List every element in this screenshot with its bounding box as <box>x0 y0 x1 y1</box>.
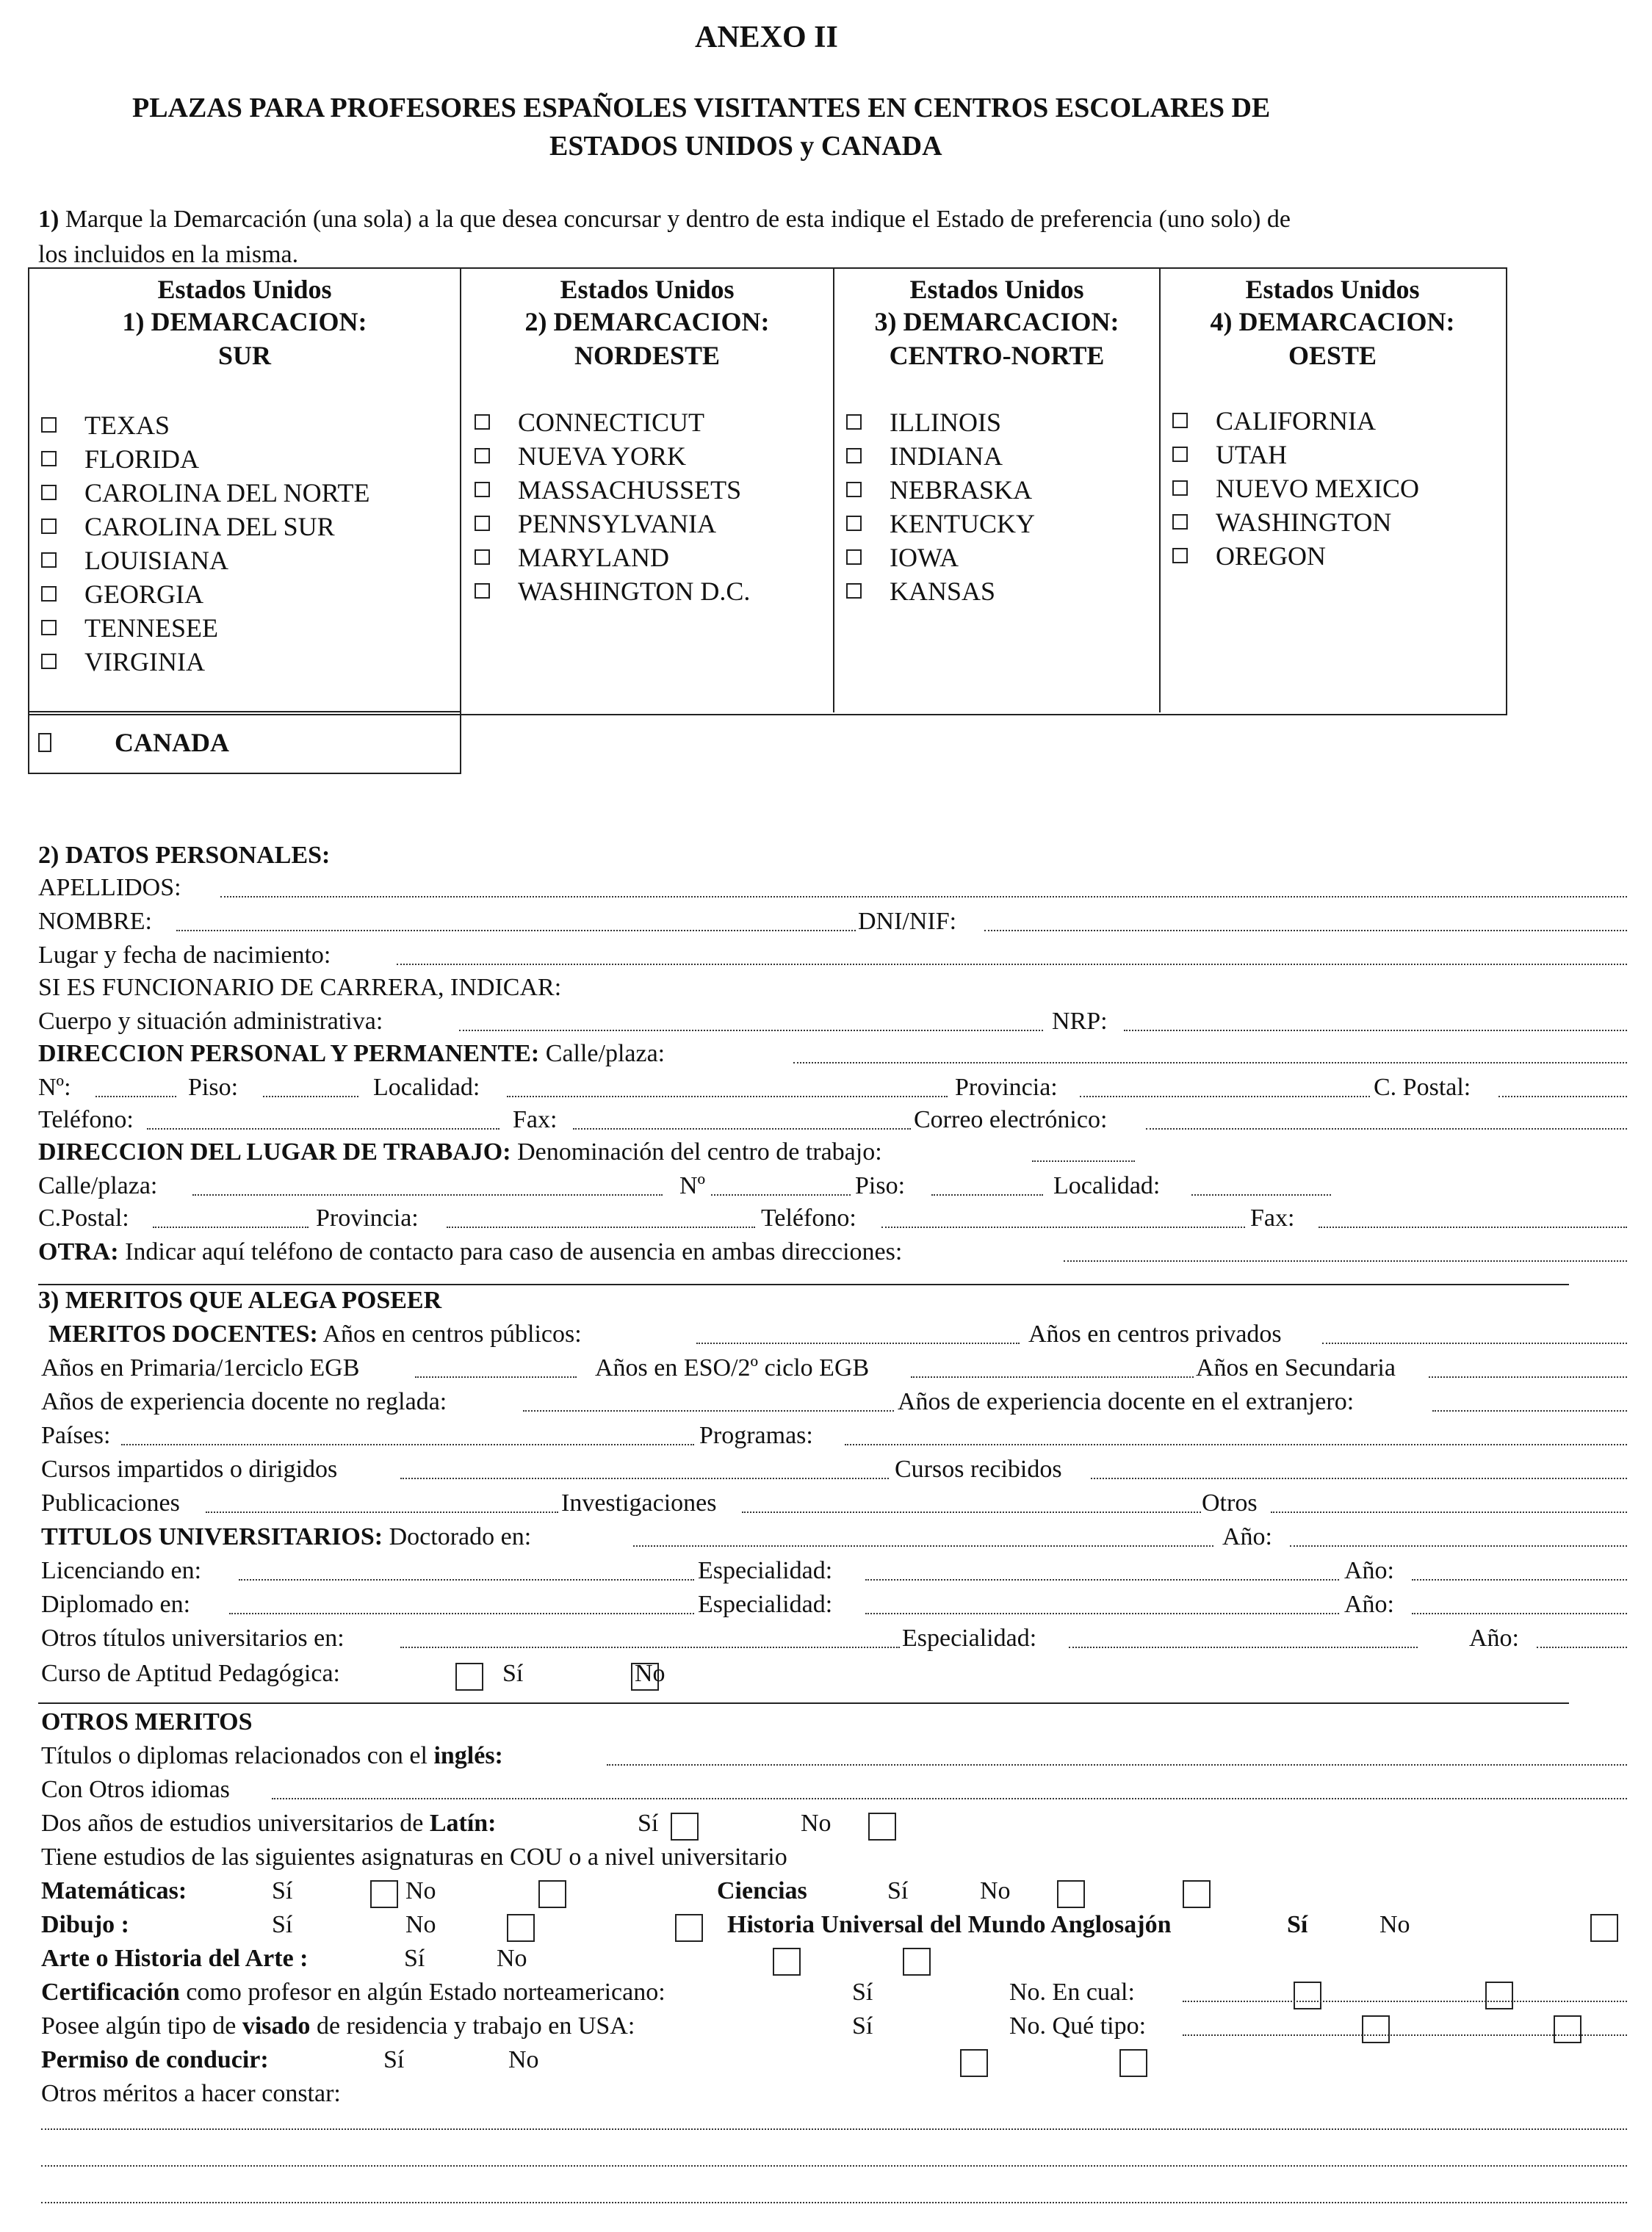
checkbox-icon[interactable] <box>475 448 490 463</box>
section2-heading: 2) DATOS PERSONALES: <box>38 842 331 869</box>
otros-meritos-field-line1[interactable] <box>41 2128 1627 2130</box>
state-option-iowa[interactable]: IOWA <box>846 542 959 573</box>
doctorado-ano-field[interactable] <box>1290 1545 1627 1547</box>
arte-si-checkbox[interactable] <box>773 1948 801 1976</box>
anos-secundaria-field[interactable] <box>1429 1376 1627 1378</box>
calle-plaza-field[interactable] <box>793 1062 1627 1063</box>
column-region: CENTRO-NORTE <box>889 341 1105 370</box>
checkbox-icon[interactable] <box>846 448 862 463</box>
section3-heading: 3) MERITOS QUE ALEGA POSEER <box>38 1287 442 1314</box>
exp-extranjero-field[interactable] <box>1432 1410 1627 1412</box>
column-demarcation: 1) DEMARCACION: <box>122 307 367 336</box>
state-option-georgia[interactable]: GEORGIA <box>41 579 203 610</box>
canada-option[interactable]: CANADA <box>38 727 229 758</box>
cpostal-label: C. Postal: <box>1374 1074 1471 1101</box>
section1-instruction <box>38 207 1291 232</box>
cursos-recibidos-field[interactable] <box>1091 1478 1627 1479</box>
column-demarcation: 2) DEMARCACION: <box>524 307 770 336</box>
checkbox-icon[interactable] <box>38 733 51 752</box>
annex-title: ANEXO II <box>695 21 838 54</box>
historia-universal-si-label: Sí <box>1287 1911 1308 1938</box>
state-option-indiana[interactable]: INDIANA <box>846 441 1003 472</box>
column-region: SUR <box>217 341 272 370</box>
provincia-label: Provincia: <box>955 1074 1058 1101</box>
cpostal-trabajo-label: C.Postal: <box>38 1205 129 1232</box>
lugar-fecha-label: Lugar y fecha de nacimiento: <box>38 942 331 969</box>
permiso-si-label: Sí <box>383 2046 405 2073</box>
permiso-si-checkbox[interactable] <box>960 2049 988 2077</box>
meritos-docentes-row <box>48 1322 582 1347</box>
diplomado-field[interactable] <box>229 1613 694 1614</box>
diplomado-especialidad-label: Especialidad: <box>698 1591 833 1618</box>
state-option-florida[interactable]: FLORIDA <box>41 444 199 474</box>
arte-si-label: Sí <box>404 1945 425 1972</box>
licenciado-label: Licenciando en: <box>41 1557 202 1584</box>
visado-label-post: de residencia y trabajo en USA: <box>316 2012 635 2040</box>
nrp-field[interactable] <box>1124 1030 1627 1031</box>
titulos-label: TITULOS UNIVERSITARIOS: <box>41 1523 383 1550</box>
otros-meritos-field-line2[interactable] <box>41 2165 1627 2167</box>
section1-instruction-line1: Marque la Demarcación (una sola) a la que desea concursar y dentro de esta indique el Estado de preferencia (uno solo) de <box>65 206 1291 233</box>
otra-row <box>38 1240 902 1265</box>
dni-field[interactable] <box>984 930 1627 931</box>
otros-meritos-heading: OTROS MERITOS <box>41 1708 253 1736</box>
column-region: NORDESTE <box>574 341 721 370</box>
column-region: OESTE <box>1288 341 1377 370</box>
anos-primaria-label: Años en Primaria/1erciclo EGB <box>41 1354 360 1382</box>
cap-label: Curso de Aptitud Pedagógica: <box>41 1660 341 1687</box>
state-option-pennsylvania[interactable]: PENNSYLVANIA <box>475 508 716 539</box>
canada-box <box>28 711 461 774</box>
lugar-fecha-field[interactable] <box>397 964 1627 965</box>
provincia-trabajo-label: Provincia: <box>316 1205 419 1232</box>
anos-privados-label: Años en centros privados <box>1028 1321 1282 1348</box>
section-divider <box>38 1284 1569 1285</box>
asignaturas-label: Tiene estudios de las siguientes asignaturas en COU o a nivel universitario <box>41 1843 787 1871</box>
ciencias-si-checkbox[interactable] <box>1057 1880 1085 1908</box>
fax-field[interactable] <box>573 1128 911 1130</box>
publicaciones-label: Publicaciones <box>41 1489 180 1517</box>
state-option-illinois[interactable]: ILLINOIS <box>846 407 1001 438</box>
titulos-row <box>41 1525 531 1550</box>
num-label: Nº: <box>38 1074 71 1101</box>
state-option-washington[interactable]: WASHINGTON <box>1172 507 1391 538</box>
otros-meritos-field-line3[interactable] <box>41 2202 1627 2203</box>
anos-publicos-label: Años en centros públicos: <box>322 1321 582 1348</box>
num-trabajo-label: Nº <box>679 1172 706 1199</box>
matematicas-no-checkbox[interactable] <box>538 1880 566 1908</box>
arte-no-label: No <box>497 1945 527 1972</box>
checkbox-icon[interactable] <box>846 549 862 565</box>
state-option-louisiana[interactable]: LOUISIANA <box>41 545 228 576</box>
dibujo-no-label: No <box>405 1911 436 1938</box>
num-field[interactable] <box>95 1096 176 1097</box>
calle-plaza-trabajo-label: Calle/plaza: <box>38 1172 158 1199</box>
document-title-line2: ESTADOS UNIDOS y CANADA <box>549 131 942 162</box>
ciencias-no-label: No <box>980 1877 1011 1904</box>
checkbox-icon[interactable] <box>846 583 862 599</box>
dibujo-si-checkbox[interactable] <box>507 1914 535 1942</box>
column-country: Estados Unidos <box>909 275 1084 304</box>
funcionario-label: SI ES FUNCIONARIO DE CARRERA, INDICAR: <box>38 974 562 1001</box>
publicaciones-field[interactable] <box>206 1512 558 1513</box>
state-option-utah[interactable]: UTAH <box>1172 439 1287 470</box>
state-option-massachussets[interactable]: MASSACHUSSETS <box>475 474 741 505</box>
apellidos-label: APELLIDOS: <box>38 874 181 901</box>
visado-label-pre: Posee algún tipo de <box>41 2012 237 2040</box>
fax-trabajo-label: Fax: <box>1250 1205 1295 1232</box>
denominacion-label: Denominación del centro de trabajo: <box>517 1138 882 1166</box>
otra-text: Indicar aquí teléfono de contacto para caso de ausencia en ambas direcciones: <box>125 1238 903 1265</box>
column-demarcation: 3) DEMARCACION: <box>874 307 1119 336</box>
matematicas-no-label: No <box>405 1877 436 1904</box>
column-country: Estados Unidos <box>1245 275 1420 304</box>
anos-secundaria-label: Años en Secundaria <box>1196 1354 1396 1382</box>
latin-row <box>41 1811 497 1836</box>
ciencias-si-label: Sí <box>887 1877 909 1904</box>
paises-label: Países: <box>41 1422 111 1449</box>
state-option-virginia[interactable]: VIRGINIA <box>41 646 205 677</box>
section1-instruction-line2: los incluidos en la misma. <box>38 241 299 268</box>
column-demarcation: 4) DEMARCACION: <box>1210 307 1455 336</box>
otros-titulos-ano-label: Año: <box>1469 1625 1519 1652</box>
certificacion-no-checkbox[interactable] <box>1485 1982 1513 2009</box>
doctorado-label: Doctorado en: <box>389 1523 532 1550</box>
arte-label: Arte o Historia del Arte : <box>41 1945 309 1972</box>
demarcation-table <box>28 267 1507 715</box>
certificacion-row <box>41 1980 666 2005</box>
certificacion-label: como profesor en algún Estado norteamericano: <box>186 1979 666 2006</box>
checkbox-icon[interactable] <box>846 414 862 430</box>
dni-label: DNI/NIF: <box>858 908 957 935</box>
certificacion-si-checkbox[interactable] <box>1294 1982 1321 2009</box>
direccion-personal-row <box>38 1041 665 1066</box>
checkbox-icon[interactable] <box>41 552 57 568</box>
checkbox-icon[interactable] <box>475 516 490 531</box>
calle-plaza-trabajo-field[interactable] <box>192 1194 663 1196</box>
investigaciones-field[interactable] <box>742 1512 1201 1513</box>
correo-label: Correo electrónico: <box>914 1106 1108 1133</box>
otros-field[interactable] <box>1271 1512 1627 1513</box>
cuerpo-label: Cuerpo y situación administrativa: <box>38 1008 383 1035</box>
ingles-label-bold: inglés: <box>433 1742 503 1769</box>
cursos-impartidos-label: Cursos impartidos o dirigidos <box>41 1456 338 1483</box>
provincia-trabajo-field[interactable] <box>447 1227 755 1228</box>
visado-no-checkbox[interactable] <box>1554 2015 1581 2043</box>
direccion-trabajo-label: DIRECCION DEL LUGAR DE TRABAJO: <box>38 1138 511 1166</box>
state-option-kansas[interactable]: KANSAS <box>846 576 995 607</box>
state-option-nueva-york[interactable]: NUEVA YORK <box>475 441 686 472</box>
telefono-label: Teléfono: <box>38 1106 134 1133</box>
fax-label: Fax: <box>513 1106 558 1133</box>
checkbox-icon[interactable] <box>41 586 57 602</box>
telefono-trabajo-field[interactable] <box>881 1227 1245 1228</box>
exp-no-reglada-label: Años de experiencia docente no reglada: <box>41 1388 447 1415</box>
ciencias-label: Ciencias <box>717 1877 807 1904</box>
checkbox-icon[interactable] <box>1172 447 1188 462</box>
direccion-personal-label: DIRECCION PERSONAL Y PERMANENTE: <box>38 1040 540 1067</box>
ingles-label: Títulos o diplomas relacionados con el <box>41 1742 428 1769</box>
localidad-trabajo-label: Localidad: <box>1053 1172 1161 1199</box>
paises-field[interactable] <box>121 1444 694 1445</box>
licenciado-ano-field[interactable] <box>1412 1579 1627 1581</box>
provincia-field[interactable] <box>1080 1096 1370 1097</box>
checkbox-icon[interactable] <box>475 583 490 599</box>
denominacion-field[interactable] <box>1032 1160 1135 1162</box>
state-option-oregon[interactable]: OREGON <box>1172 541 1326 571</box>
checkbox-icon[interactable] <box>1172 514 1188 530</box>
state-option-carolina-del-norte[interactable]: CAROLINA DEL NORTE <box>41 477 369 508</box>
checkbox-icon[interactable] <box>41 519 57 534</box>
state-option-connecticut[interactable]: CONNECTICUT <box>475 407 704 438</box>
nrp-label: NRP: <box>1052 1008 1108 1035</box>
section1-number: 1) <box>38 206 59 233</box>
otra-label: OTRA: <box>38 1238 119 1265</box>
state-option-nuevo-mexico[interactable]: NUEVO MEXICO <box>1172 473 1419 504</box>
cursos-impartidos-field[interactable] <box>400 1478 889 1479</box>
licenciado-especialidad-field[interactable] <box>865 1579 1339 1581</box>
otros-titulos-especialidad-field[interactable] <box>1069 1647 1418 1648</box>
visado-row <box>41 2014 635 2039</box>
telefono-field[interactable] <box>147 1128 499 1130</box>
cpostal-trabajo-field[interactable] <box>153 1227 309 1228</box>
cap-si-label: Sí <box>502 1660 524 1687</box>
latin-label-bold: Latín: <box>429 1810 497 1837</box>
certificacion-label-bold: Certificación <box>41 1979 180 2006</box>
ingles-row <box>41 1744 503 1769</box>
cpostal-field[interactable] <box>1498 1096 1627 1097</box>
checkbox-icon[interactable] <box>475 482 490 497</box>
diplomado-especialidad-field[interactable] <box>865 1613 1339 1614</box>
certificacion-no-cual-label: No. En cual: <box>1009 1979 1135 2006</box>
anos-publicos-field[interactable] <box>696 1343 1020 1344</box>
checkbox-icon[interactable] <box>1172 480 1188 496</box>
ciencias-no-checkbox[interactable] <box>1183 1880 1211 1908</box>
licenciado-field[interactable] <box>239 1579 694 1581</box>
cursos-recibidos-label: Cursos recibidos <box>895 1456 1062 1483</box>
diplomado-ano-label: Año: <box>1344 1591 1394 1618</box>
diplomado-ano-field[interactable] <box>1412 1613 1627 1614</box>
checkbox-icon[interactable] <box>846 482 862 497</box>
ingles-field[interactable] <box>607 1764 1627 1766</box>
dibujo-si-label: Sí <box>272 1911 293 1938</box>
anos-primaria-field[interactable] <box>415 1376 577 1378</box>
localidad-trabajo-field[interactable] <box>1191 1194 1331 1196</box>
certificacion-cual-field[interactable] <box>1183 2001 1627 2002</box>
checkbox-icon[interactable] <box>475 414 490 430</box>
correo-field[interactable] <box>1146 1128 1627 1130</box>
historia-universal-si-checkbox[interactable] <box>1590 1914 1618 1942</box>
otra-field[interactable] <box>1064 1260 1627 1262</box>
dibujo-no-checkbox[interactable] <box>675 1914 703 1942</box>
document-title-line1: PLAZAS PARA PROFESORES ESPAÑOLES VISITANTES EN CENTROS ESCOLARES DE <box>132 93 1271 123</box>
programas-field[interactable] <box>845 1444 1627 1445</box>
otros-meritos-label: Otros méritos a hacer constar: <box>41 2080 341 2107</box>
direccion-trabajo-row <box>38 1140 882 1165</box>
exp-extranjero-label: Años de experiencia docente en el extranjero: <box>898 1388 1355 1415</box>
doctorado-field[interactable] <box>633 1545 1213 1547</box>
investigaciones-label: Investigaciones <box>561 1489 717 1517</box>
piso-trabajo-field[interactable] <box>931 1194 1043 1196</box>
nombre-field[interactable] <box>176 930 856 931</box>
meritos-docentes-label: MERITOS DOCENTES: <box>48 1321 318 1348</box>
visado-tipo-field[interactable] <box>1183 2034 1627 2036</box>
otros-titulos-ano-field[interactable] <box>1537 1647 1627 1648</box>
anos-eso-label: Años en ESO/2º ciclo EGB <box>595 1354 870 1382</box>
checkbox-icon[interactable] <box>41 451 57 466</box>
visado-si-checkbox[interactable] <box>1362 2015 1390 2043</box>
otros-titulos-label: Otros títulos universitarios en: <box>41 1625 345 1652</box>
latin-no-checkbox[interactable] <box>868 1813 896 1841</box>
section-divider <box>38 1702 1569 1704</box>
fax-trabajo-field[interactable] <box>1319 1227 1627 1228</box>
piso-label: Piso: <box>188 1074 239 1101</box>
checkbox-icon[interactable] <box>1172 413 1188 428</box>
state-option-maryland[interactable]: MARYLAND <box>475 542 669 573</box>
anos-privados-field[interactable] <box>1322 1343 1627 1344</box>
permiso-no-checkbox[interactable] <box>1119 2049 1147 2077</box>
visado-label-bold: visado <box>242 2012 311 2040</box>
piso-trabajo-label: Piso: <box>855 1172 906 1199</box>
licenciado-especialidad-label: Especialidad: <box>698 1557 833 1584</box>
otros-titulos-field[interactable] <box>400 1647 900 1648</box>
otros-idiomas-label: Con Otros idiomas <box>41 1776 230 1803</box>
checkbox-icon[interactable] <box>41 620 57 635</box>
otros-idiomas-field[interactable] <box>272 1798 1627 1799</box>
checkbox-icon[interactable] <box>475 549 490 565</box>
doctorado-ano-label: Año: <box>1222 1523 1272 1550</box>
localidad-field[interactable] <box>507 1096 948 1097</box>
checkbox-icon[interactable] <box>41 654 57 669</box>
telefono-trabajo-label: Teléfono: <box>761 1205 856 1232</box>
column-country: Estados Unidos <box>560 275 735 304</box>
checkbox-icon[interactable] <box>1172 548 1188 563</box>
state-option-nebraska[interactable]: NEBRASKA <box>846 474 1032 505</box>
piso-field[interactable] <box>263 1096 358 1097</box>
latin-no-label: No <box>801 1810 832 1837</box>
num-trabajo-field[interactable] <box>711 1194 851 1196</box>
licenciado-ano-label: Año: <box>1344 1557 1394 1584</box>
exp-no-reglada-field[interactable] <box>523 1410 894 1412</box>
cap-si-checkbox[interactable] <box>455 1663 483 1691</box>
visado-si-label: Sí <box>852 2012 873 2040</box>
visado-no-tipo-label: No. Qué tipo: <box>1009 2012 1147 2040</box>
certificacion-si-label: Sí <box>852 1979 873 2006</box>
nombre-label: NOMBRE: <box>38 908 152 935</box>
dibujo-label: Dibujo : <box>41 1911 129 1938</box>
checkbox-icon[interactable] <box>41 417 57 433</box>
checkbox-icon[interactable] <box>846 516 862 531</box>
state-option-kentucky[interactable]: KENTUCKY <box>846 508 1035 539</box>
calle-plaza-label: Calle/plaza: <box>545 1040 666 1067</box>
state-option-carolina-del-sur[interactable]: CAROLINA DEL SUR <box>41 511 335 542</box>
otros-label: Otros <box>1202 1489 1258 1517</box>
state-option-washington-dc[interactable]: WASHINGTON D.C. <box>475 576 750 607</box>
matematicas-si-label: Sí <box>272 1877 293 1904</box>
apellidos-field[interactable] <box>220 896 1627 898</box>
checkbox-icon[interactable] <box>41 485 57 500</box>
state-option-texas[interactable]: TEXAS <box>41 410 170 441</box>
localidad-label: Localidad: <box>373 1074 480 1101</box>
historia-universal-label: Historia Universal del Mundo Anglosajón <box>727 1911 1172 1938</box>
diplomado-label: Diplomado en: <box>41 1591 191 1618</box>
matematicas-label: Matemáticas: <box>41 1877 187 1904</box>
historia-universal-no-label: No <box>1379 1911 1410 1938</box>
anos-eso-field[interactable] <box>911 1376 1194 1378</box>
column-country: Estados Unidos <box>157 275 332 304</box>
permiso-no-label: No <box>508 2046 539 2073</box>
cuerpo-field[interactable] <box>459 1030 1043 1031</box>
cap-no-label: No <box>635 1660 666 1687</box>
state-option-california[interactable]: CALIFORNIA <box>1172 405 1376 436</box>
arte-no-checkbox[interactable] <box>903 1948 931 1976</box>
state-option-tennesee[interactable]: TENNESEE <box>41 613 218 643</box>
otros-titulos-especialidad-label: Especialidad: <box>902 1625 1037 1652</box>
latin-si-label: Sí <box>638 1810 659 1837</box>
permiso-label: Permiso de conducir: <box>41 2046 269 2073</box>
latin-si-checkbox[interactable] <box>671 1813 699 1841</box>
matematicas-si-checkbox[interactable] <box>370 1880 398 1908</box>
programas-label: Programas: <box>699 1422 813 1449</box>
latin-label: Dos años de estudios universitarios de <box>41 1810 424 1837</box>
